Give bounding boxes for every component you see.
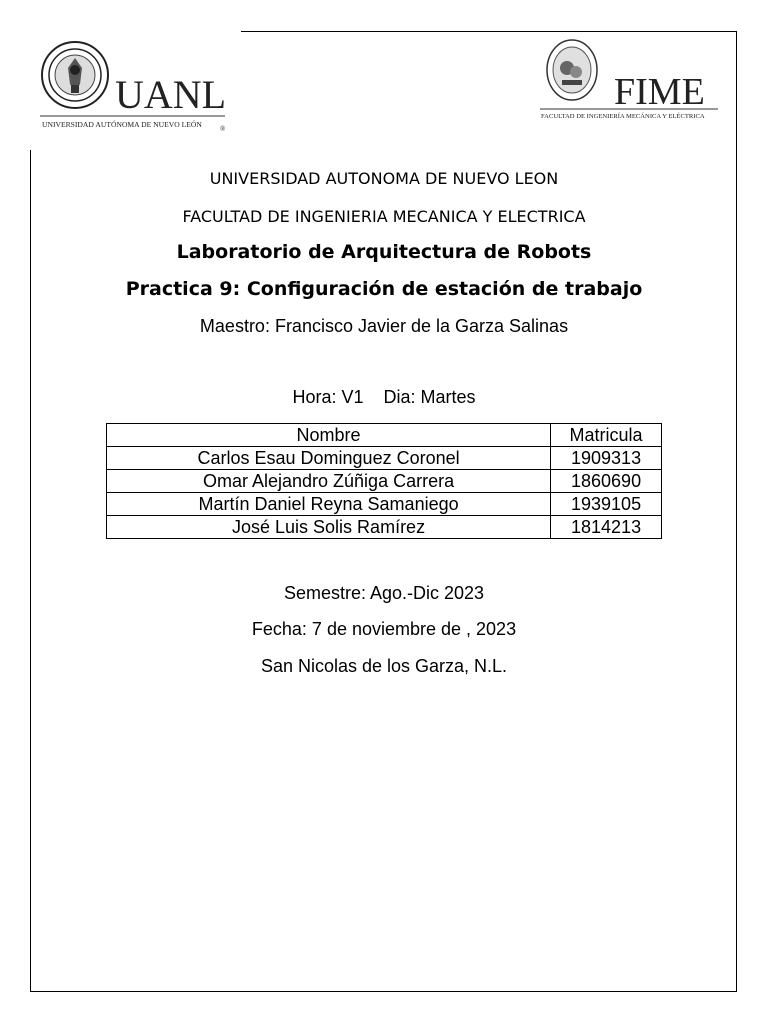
student-id: 1909313 <box>551 447 662 470</box>
student-id: 1939105 <box>551 493 662 516</box>
table-row <box>107 516 662 539</box>
table-row <box>107 447 662 470</box>
table-header-row <box>107 424 662 447</box>
schedule-text: Hora: V1 Dia: Martes <box>292 387 476 407</box>
table-row <box>107 470 662 493</box>
semester-line: Semestre: Ago.-Dic 2023 <box>283 583 485 603</box>
student-table <box>106 423 662 539</box>
svg-text:®: ® <box>220 125 226 133</box>
student-name: José Luis Solis Ramírez <box>107 516 551 539</box>
teacher-line: Maestro: Francisco Javier de la Garza Salinas <box>199 316 569 336</box>
header-matricula: Matricula <box>551 424 662 447</box>
lab-title: Laboratorio de Arquitectura de Robots <box>176 241 592 263</box>
student-name: Carlos Esau Dominguez Coronel <box>107 447 551 470</box>
uanl-logo <box>40 40 240 135</box>
uanl-seal-icon <box>42 42 108 108</box>
fime-subtitle: FACULTAD DE INGENIERÍA MECÁNICA Y ELÉCTRICA <box>541 113 705 120</box>
fime-seal-icon <box>547 40 597 100</box>
table-row <box>107 493 662 516</box>
student-id: 1814213 <box>551 516 662 539</box>
student-name: Omar Alejandro Zúñiga Carrera <box>107 470 551 493</box>
schedule-line <box>0 387 768 408</box>
fime-wordmark: FIME <box>614 71 705 113</box>
header-nombre: Nombre <box>107 424 551 447</box>
uanl-wordmark: UANL <box>115 72 227 117</box>
student-name: Martín Daniel Reyna Samaniego <box>107 493 551 516</box>
uanl-subtitle: UNIVERSIDAD AUTÓNOMA DE NUEVO LEÓN <box>42 120 202 129</box>
practice-title: Practica 9: Configuración de estación de trabajo <box>125 278 643 300</box>
place-line: San Nicolas de los Garza, N.L. <box>260 656 508 676</box>
university-name: UNIVERSIDAD AUTONOMA DE NUEVO LEON <box>209 169 559 188</box>
fime-logo <box>540 38 720 123</box>
student-id: 1860690 <box>551 470 662 493</box>
date-line: Fecha: 7 de noviembre de , 2023 <box>251 619 517 639</box>
faculty-name: FACULTAD DE INGENIERIA MECANICA Y ELECTRICA <box>182 207 586 226</box>
